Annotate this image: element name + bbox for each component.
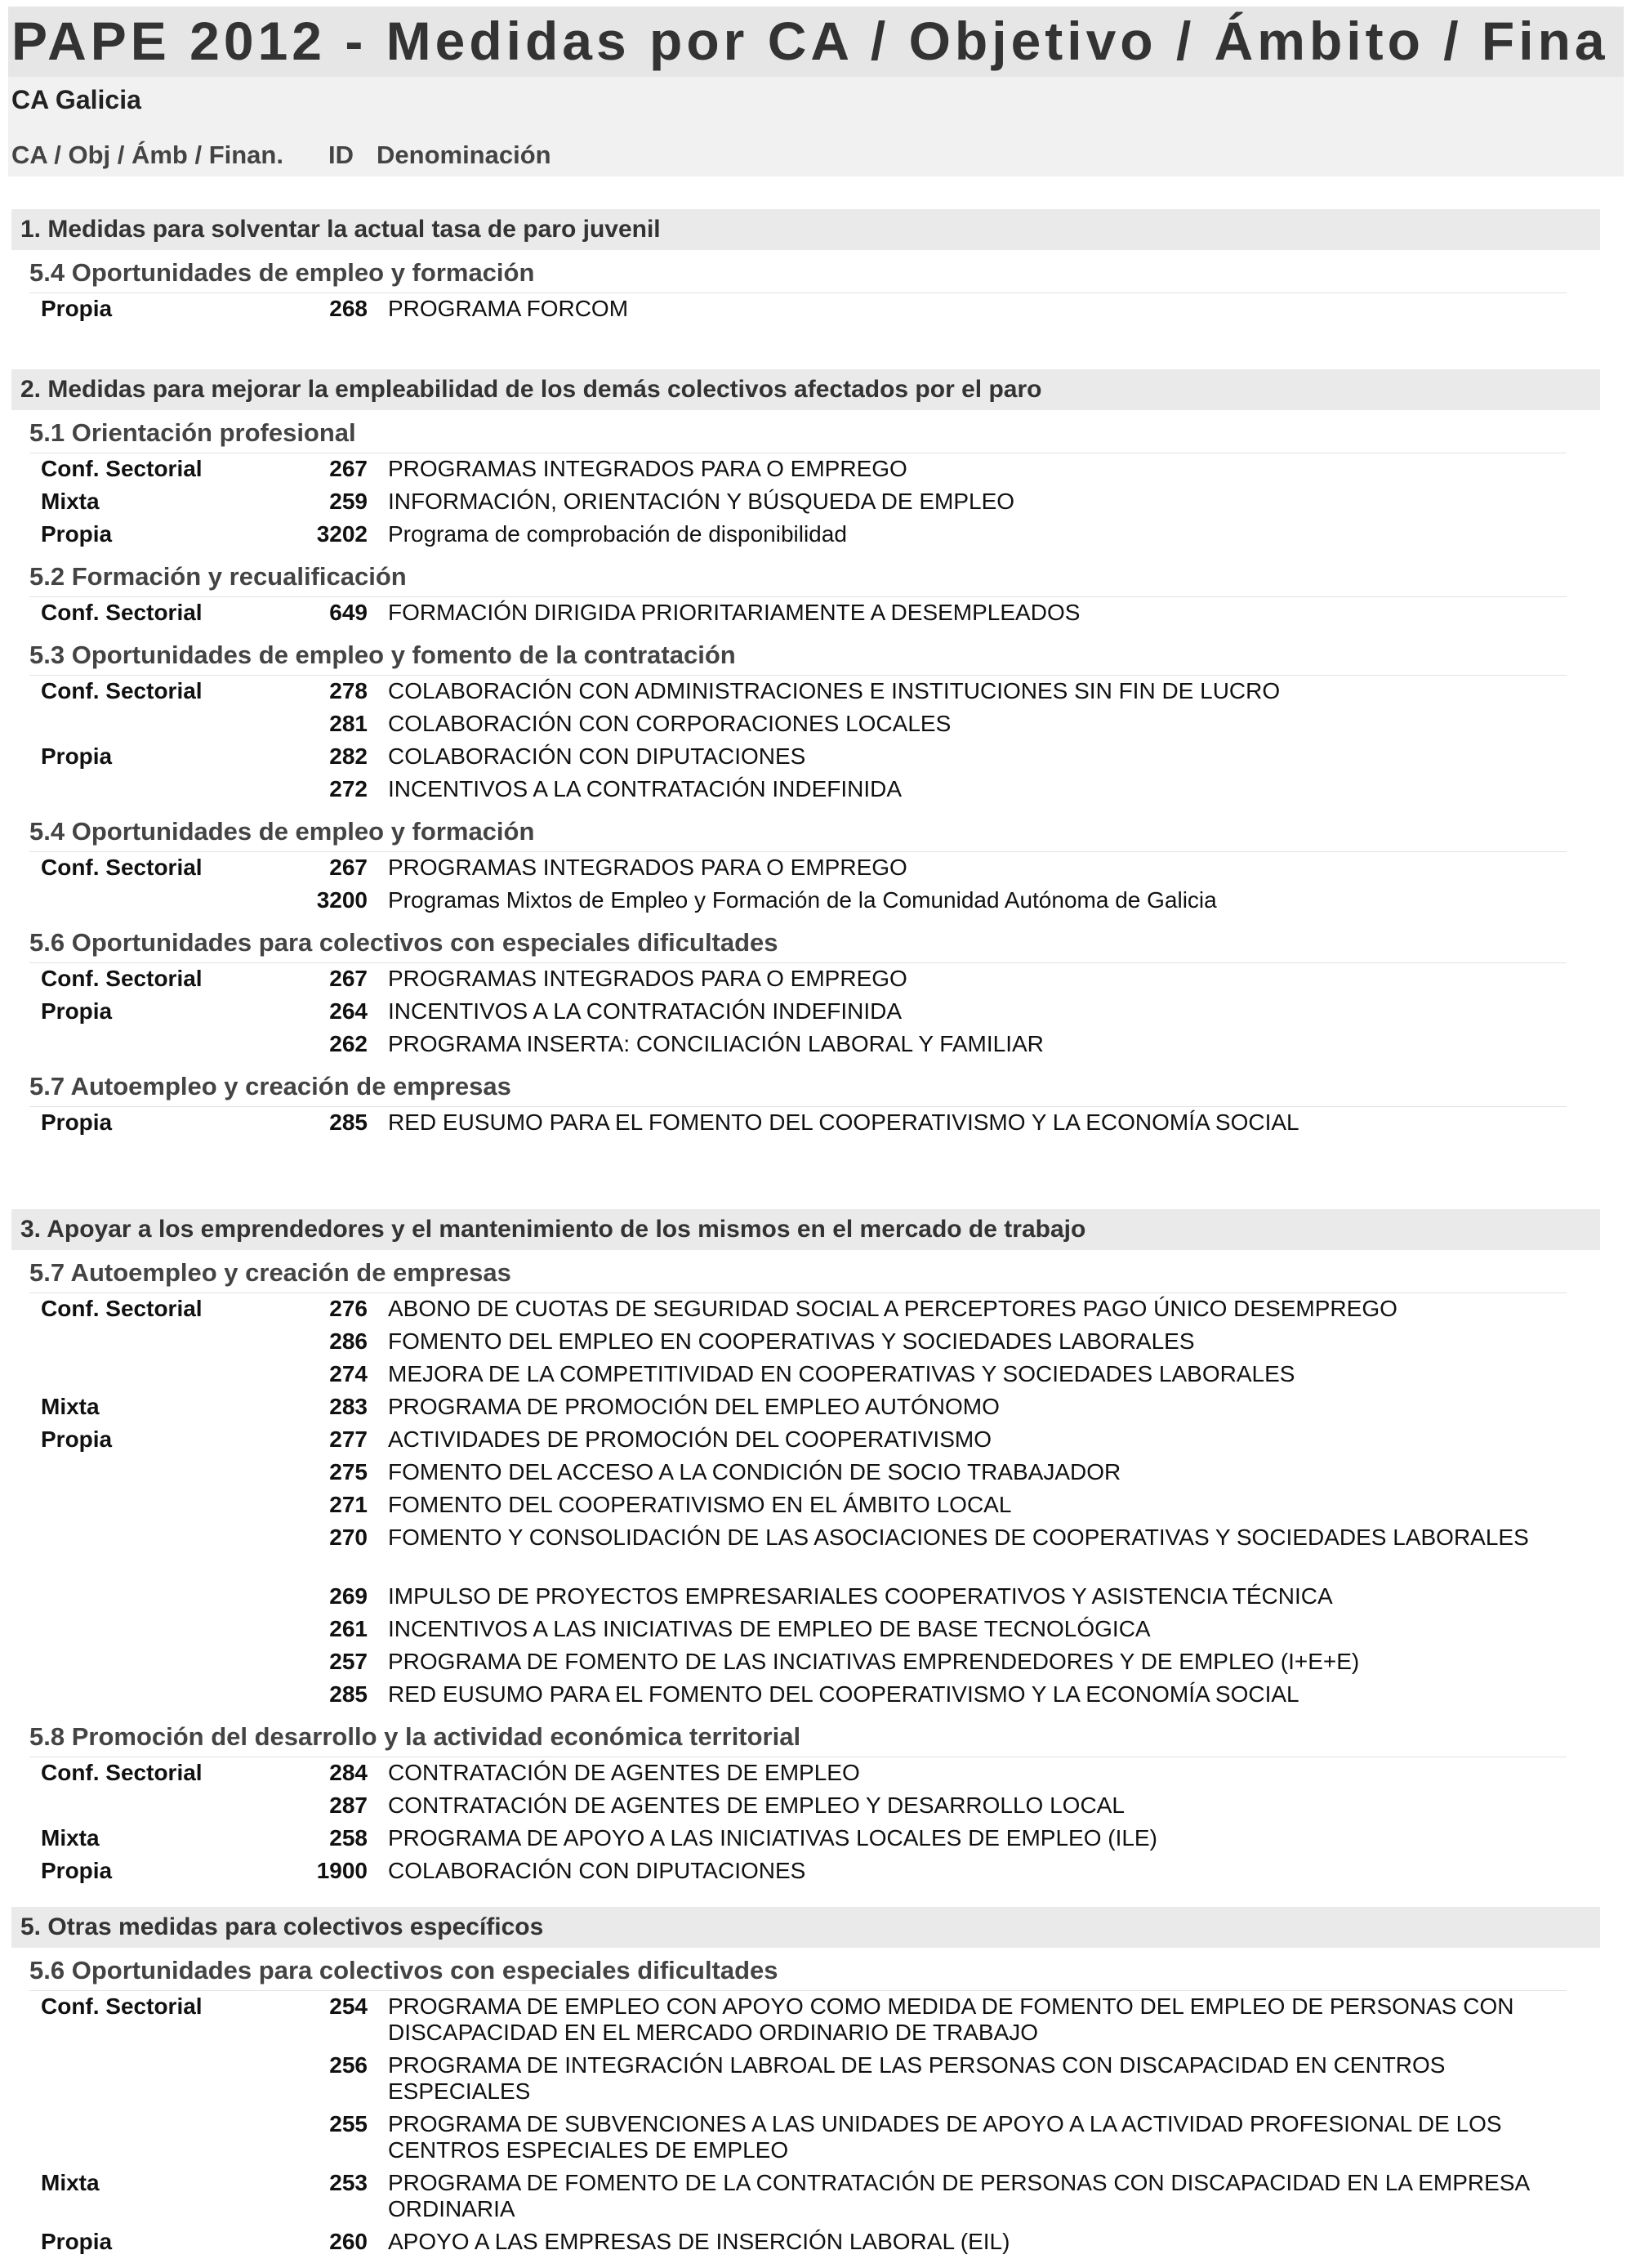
ambito-label: 5.8 Promoción del desarrollo y la actividad económica territorial bbox=[29, 1722, 801, 1751]
measure-name: CONTRATACIÓN DE AGENTES DE EMPLEO bbox=[388, 1760, 860, 1785]
financing-type: Propia bbox=[41, 1109, 113, 1135]
report-subheader bbox=[8, 77, 1624, 176]
measure-id: 267 bbox=[329, 456, 368, 481]
column-header-id: ID bbox=[328, 141, 354, 169]
measure-id: 285 bbox=[329, 1109, 368, 1135]
ca-name: CA Galicia bbox=[11, 85, 141, 114]
measure-name: APOYO A LAS EMPRESAS DE INSERCIÓN LABORAL (EIL) bbox=[388, 2229, 1010, 2254]
measure-name: INFORMACIÓN, ORIENTACIÓN Y BÚSQUEDA DE EMPLEO bbox=[388, 489, 1015, 514]
ambito-divider bbox=[29, 675, 1567, 676]
financing-type: Conf. Sectorial bbox=[41, 678, 203, 703]
measure-name: INCENTIVOS A LA CONTRATACIÓN INDEFINIDA bbox=[388, 776, 903, 801]
measure-id: 268 bbox=[329, 296, 368, 321]
ambito-label: 5.3 Oportunidades de empleo y fomento de la contratación bbox=[29, 641, 736, 669]
financing-type: Conf. Sectorial bbox=[41, 1296, 203, 1321]
measure-id: 272 bbox=[329, 776, 368, 801]
ambito-divider bbox=[29, 1292, 1567, 1293]
financing-type: Propia bbox=[41, 998, 113, 1024]
financing-type: Mixta bbox=[41, 489, 100, 514]
ambito-label: 5.1 Orientación profesional bbox=[29, 418, 356, 447]
measure-name: FOMENTO DEL EMPLEO EN COOPERATIVAS Y SOCIEDADES LABORALES bbox=[388, 1328, 1195, 1354]
measure-name: Programa de comprobación de disponibilidad bbox=[388, 521, 847, 547]
financing-type: Propia bbox=[41, 296, 113, 321]
measure-id: 281 bbox=[329, 711, 368, 736]
measure-name: FORMACIÓN DIRIGIDA PRIORITARIAMENTE A DESEMPLEADOS bbox=[388, 600, 1081, 625]
measure-name: RED EUSUMO PARA EL FOMENTO DEL COOPERATIVISMO Y LA ECONOMÍA SOCIAL bbox=[388, 1681, 1299, 1707]
financing-type: Conf. Sectorial bbox=[41, 1993, 203, 2019]
measure-name: PROGRAMA DE FOMENTO DE LA CONTRATACIÓN DE PERSONAS CON DISCAPACIDAD EN LA EMPRESA ORDINARIA bbox=[388, 2170, 1529, 2221]
financing-type: Propia bbox=[41, 2229, 113, 2254]
measure-id: 255 bbox=[329, 2111, 368, 2136]
measure-id: 259 bbox=[329, 489, 368, 514]
measure-id: 257 bbox=[329, 1649, 368, 1674]
ambito-divider bbox=[29, 1990, 1567, 1991]
measure-id: 278 bbox=[329, 678, 368, 703]
ambito-divider bbox=[29, 1106, 1567, 1107]
measure-id: 267 bbox=[329, 966, 368, 991]
measure-id: 274 bbox=[329, 1361, 368, 1386]
measure-name: FOMENTO Y CONSOLIDACIÓN DE LAS ASOCIACIONES DE COOPERATIVAS Y SOCIEDADES LABORALES bbox=[388, 1525, 1529, 1550]
financing-type: Propia bbox=[41, 1426, 113, 1452]
measure-id: 285 bbox=[329, 1681, 368, 1707]
column-header-name: Denominación bbox=[377, 141, 551, 169]
measure-name: PROGRAMAS INTEGRADOS PARA O EMPREGO bbox=[388, 456, 907, 481]
objective-header bbox=[11, 1907, 1600, 1948]
measure-id: 269 bbox=[329, 1583, 368, 1609]
measure-name: PROGRAMA DE FOMENTO DE LAS INCIATIVAS EMPRENDEDORES Y DE EMPLEO (I+E+E) bbox=[388, 1649, 1360, 1674]
page-title: PAPE 2012 - Medidas por CA / Objetivo / Ámbito / Fina bbox=[11, 11, 1609, 71]
measure-name: FOMENTO DEL ACCESO A LA CONDICIÓN DE SOCIO TRABAJADOR bbox=[388, 1459, 1121, 1484]
measure-name: MEJORA DE LA COMPETITIVIDAD EN COOPERATIVAS Y SOCIEDADES LABORALES bbox=[388, 1361, 1295, 1386]
measure-id: 286 bbox=[329, 1328, 368, 1354]
measure-name: PROGRAMAS INTEGRADOS PARA O EMPREGO bbox=[388, 855, 907, 880]
ambito-label: 5.4 Oportunidades de empleo y formación bbox=[29, 258, 535, 287]
measure-name: COLABORACIÓN CON DIPUTACIONES bbox=[388, 743, 806, 769]
measure-id: 275 bbox=[329, 1459, 368, 1484]
objective-header bbox=[11, 369, 1600, 410]
objective-label: 3. Apoyar a los emprendedores y el mantenimiento de los mismos en el mercado de trabajo bbox=[20, 1216, 1086, 1243]
objective-label: 1. Medidas para solventar la actual tasa de paro juvenil bbox=[20, 216, 661, 243]
objective-label: 2. Medidas para mejorar la empleabilidad de los demás colectivos afectados por el paro bbox=[20, 376, 1042, 403]
measure-name: PROGRAMA DE INTEGRACIÓN LABROAL DE LAS PERSONAS CON DISCAPACIDAD EN CENTROS ESPECIALES bbox=[388, 2052, 1446, 2104]
measure-name: Programas Mixtos de Empleo y Formación de la Comunidad Autónoma de Galicia bbox=[388, 887, 1217, 913]
measure-id: 264 bbox=[329, 998, 368, 1024]
financing-type: Conf. Sectorial bbox=[41, 966, 203, 991]
measure-name: CONTRATACIÓN DE AGENTES DE EMPLEO Y DESARROLLO LOCAL bbox=[388, 1793, 1125, 1818]
financing-type: Propia bbox=[41, 743, 113, 769]
measure-id: 3202 bbox=[316, 521, 368, 547]
ambito-divider bbox=[29, 851, 1567, 852]
measure-name: PROGRAMA DE APOYO A LAS INICIATIVAS LOCALES DE EMPLEO (ILE) bbox=[388, 1825, 1157, 1851]
financing-type: Propia bbox=[41, 1858, 113, 1883]
measure-name: COLABORACIÓN CON DIPUTACIONES bbox=[388, 1858, 806, 1883]
measure-id: 260 bbox=[329, 2229, 368, 2254]
measure-id: 284 bbox=[329, 1760, 368, 1785]
measure-id: 1900 bbox=[316, 1858, 368, 1883]
measure-id: 267 bbox=[329, 855, 368, 880]
financing-type: Mixta bbox=[41, 1825, 100, 1851]
objective-label: 5. Otras medidas para colectivos específicos bbox=[20, 1913, 544, 1940]
measure-id: 283 bbox=[329, 1394, 368, 1419]
financing-type: Mixta bbox=[41, 1394, 100, 1419]
objective-header bbox=[11, 209, 1600, 250]
measure-id: 253 bbox=[329, 2170, 368, 2195]
ambito-label: 5.6 Oportunidades para colectivos con especiales dificultades bbox=[29, 1956, 778, 1984]
measure-name: FOMENTO DEL COOPERATIVISMO EN EL ÁMBITO LOCAL bbox=[388, 1492, 1012, 1517]
measure-name: COLABORACIÓN CON CORPORACIONES LOCALES bbox=[388, 711, 952, 736]
ambito-label: 5.7 Autoempleo y creación de empresas bbox=[29, 1072, 511, 1101]
measure-id: 282 bbox=[329, 743, 368, 769]
measure-id: 256 bbox=[329, 2052, 368, 2078]
measure-id: 258 bbox=[329, 1825, 368, 1851]
measure-id: 261 bbox=[329, 1616, 368, 1641]
financing-type: Conf. Sectorial bbox=[41, 855, 203, 880]
measure-name: PROGRAMA DE SUBVENCIONES A LAS UNIDADES DE APOYO A LA ACTIVIDAD PROFESIONAL DE LOS CENTROS ESPECIALES DE EMPLEO bbox=[388, 2111, 1502, 2163]
measure-id: 277 bbox=[329, 1426, 368, 1452]
measure-id: 276 bbox=[329, 1296, 368, 1321]
measure-id: 254 bbox=[329, 1993, 368, 2019]
ambito-divider bbox=[29, 292, 1567, 293]
objective-header bbox=[11, 1209, 1600, 1250]
measure-name: RED EUSUMO PARA EL FOMENTO DEL COOPERATIVISMO Y LA ECONOMÍA SOCIAL bbox=[388, 1109, 1299, 1135]
measure-id: 271 bbox=[329, 1492, 368, 1517]
measure-id: 287 bbox=[329, 1793, 368, 1818]
measure-name: COLABORACIÓN CON ADMINISTRACIONES E INSTITUCIONES SIN FIN DE LUCRO bbox=[388, 678, 1281, 703]
column-header-group: CA / Obj / Ámb / Finan. bbox=[11, 141, 283, 169]
ambito-label: 5.2 Formación y recualificación bbox=[29, 562, 407, 591]
measure-id: 270 bbox=[329, 1525, 368, 1550]
ambito-divider bbox=[29, 962, 1567, 963]
financing-type: Propia bbox=[41, 521, 113, 547]
measure-name: ACTIVIDADES DE PROMOCIÓN DEL COOPERATIVISMO bbox=[388, 1426, 992, 1452]
measure-name: PROGRAMA FORCOM bbox=[388, 296, 629, 321]
title-bar bbox=[8, 7, 1624, 77]
measure-name: INCENTIVOS A LAS INICIATIVAS DE EMPLEO DE BASE TECNOLÓGICA bbox=[388, 1616, 1151, 1641]
measure-name: INCENTIVOS A LA CONTRATACIÓN INDEFINIDA bbox=[388, 998, 903, 1024]
measure-name: IMPULSO DE PROYECTOS EMPRESARIALES COOPERATIVOS Y ASISTENCIA TÉCNICA bbox=[388, 1583, 1333, 1609]
financing-type: Mixta bbox=[41, 2170, 100, 2195]
financing-type: Conf. Sectorial bbox=[41, 456, 203, 481]
ambito-label: 5.6 Oportunidades para colectivos con especiales dificultades bbox=[29, 928, 778, 957]
financing-type: Conf. Sectorial bbox=[41, 600, 203, 625]
measure-name: PROGRAMA DE EMPLEO CON APOYO COMO MEDIDA DE FOMENTO DEL EMPLEO DE PERSONAS CON DISCAPACIDAD EN EL MERCADO ORDINARIO DE TRABAJO bbox=[388, 1993, 1514, 2045]
measure-name: ABONO DE CUOTAS DE SEGURIDAD SOCIAL A PERCEPTORES PAGO ÚNICO DESEMPREGO bbox=[388, 1296, 1397, 1321]
measure-name: PROGRAMAS INTEGRADOS PARA O EMPREGO bbox=[388, 966, 907, 991]
measure-name: PROGRAMA INSERTA: CONCILIACIÓN LABORAL Y FAMILIAR bbox=[388, 1031, 1044, 1056]
ambito-label: 5.4 Oportunidades de empleo y formación bbox=[29, 817, 535, 846]
ambito-divider bbox=[29, 596, 1567, 597]
ambito-label: 5.7 Autoempleo y creación de empresas bbox=[29, 1258, 511, 1287]
financing-type: Conf. Sectorial bbox=[41, 1760, 203, 1785]
measure-id: 3200 bbox=[316, 887, 368, 913]
measure-name: PROGRAMA DE PROMOCIÓN DEL EMPLEO AUTÓNOMO bbox=[388, 1394, 1000, 1419]
measure-id: 262 bbox=[329, 1031, 368, 1056]
measure-id: 649 bbox=[329, 600, 368, 625]
